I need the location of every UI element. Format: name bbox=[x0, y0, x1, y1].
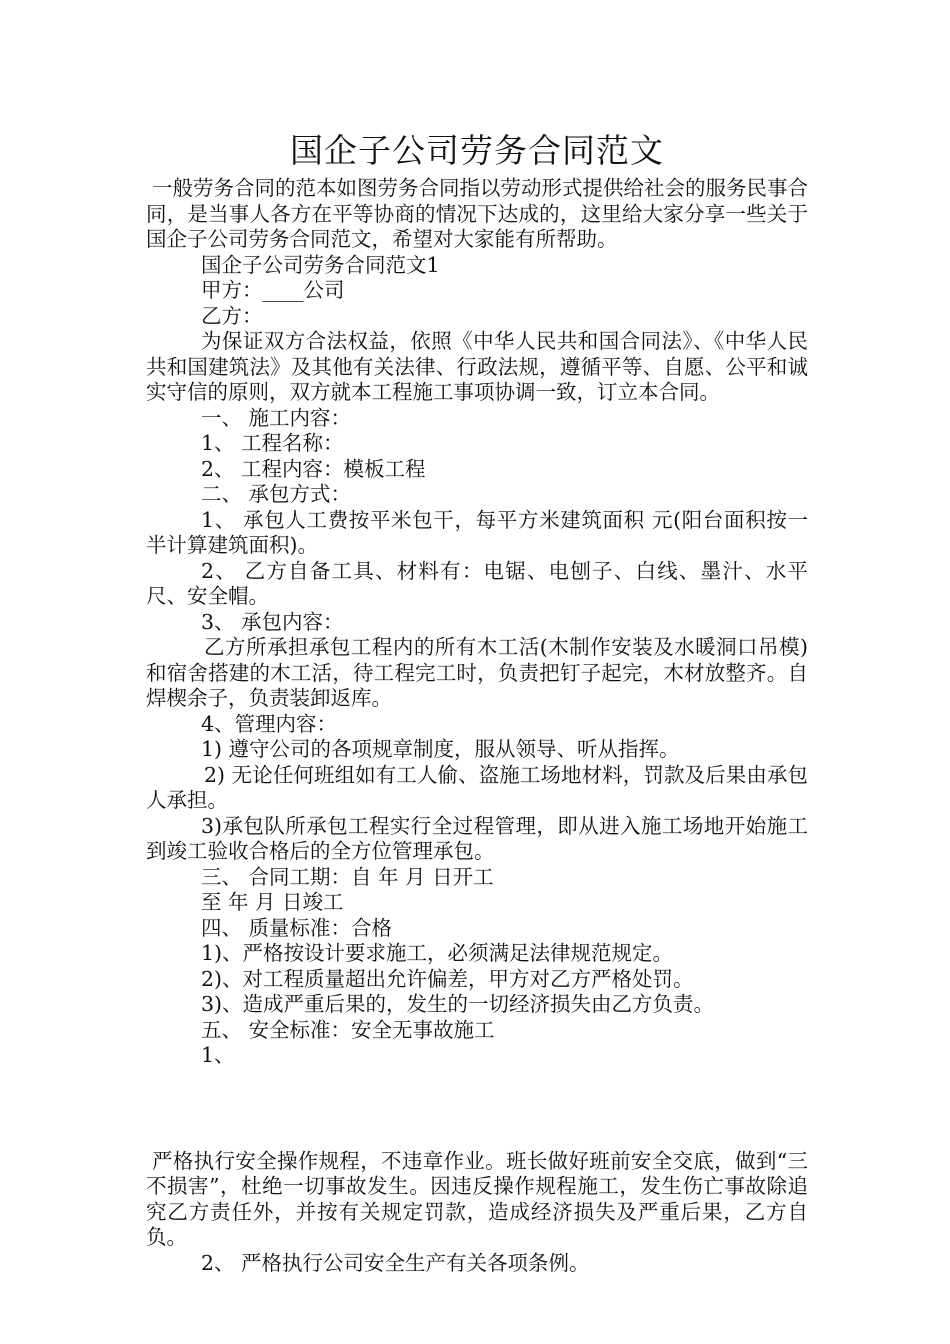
paragraph: 1) 遵守公司的各项规章制度，服从领导、听从指挥。 bbox=[201, 737, 680, 761]
paragraph: 3、 承包内容： bbox=[201, 609, 344, 634]
paragraph: 2、 乙方自备工具、材料有：电锯、电刨子、白线、墨汁、水平尺、安全帽。 bbox=[146, 558, 808, 608]
paragraph: 五、 安全标准：安全无事故施工 bbox=[201, 1017, 495, 1042]
paragraph: 一般劳务合同的范本如图劳务合同指以劳动形式提供给社会的服务民事合同，是当事人各方在平等协商的情况下达成的，这里给大家分享一些关于国企子公司劳务合同范文，希望对大家能有所帮助。 bbox=[146, 176, 808, 251]
paragraph: 四、 质量标准：合格 bbox=[201, 915, 393, 940]
paragraph: 一、 施工内容： bbox=[201, 405, 352, 430]
paragraph: 严格执行安全操作规程，不违章作业。班长做好班前安全交底，做到“三不损害”，杜绝一切事故发生。因违反操作规程施工，发生伤亡事故除追究乙方责任外，并按有关规定罚款，造成经济损失及严重后果，乙方自负。 bbox=[146, 1148, 808, 1249]
paragraph: 乙方： bbox=[201, 303, 263, 328]
paragraph: 国企子公司劳务合同范文1 bbox=[201, 252, 440, 277]
paragraph: 三、 合同工期：自 年 月 日开工 bbox=[201, 864, 494, 889]
document-page bbox=[146, 128, 808, 1276]
document-body bbox=[146, 176, 808, 1276]
paragraph: 3)承包队所承包工程实行全过程管理，即从进入施工场地开始施工到竣工验收合格后的全方位管理承包。 bbox=[146, 813, 808, 863]
paragraph: 至 年 月 日竣工 bbox=[201, 890, 344, 914]
paragraph: 4、管理内容： bbox=[201, 711, 338, 736]
paragraph: 二、 承包方式： bbox=[201, 482, 352, 506]
paragraph: 甲方：____公司 bbox=[201, 278, 345, 302]
paragraph: 2、 工程内容：模板工程 bbox=[201, 456, 426, 481]
paragraph: 3)、造成严重后果的，发生的一切经济损失由乙方负责。 bbox=[201, 992, 715, 1016]
paragraph-spacer bbox=[146, 1085, 808, 1133]
paragraph: 2) 无论任何班组如有工人偷、盗施工场地材料，罚款及后果由承包人承担。 bbox=[146, 762, 808, 812]
paragraph: 1、 承包人工费按平米包干，每平方米建筑面积 元(阳台面积按一半计算建筑面积)。 bbox=[146, 507, 808, 557]
paragraph: 1)、严格按设计要求施工，必须满足法律规范规定。 bbox=[201, 941, 674, 965]
paragraph: 2、 严格执行公司安全生产有关各项条例。 bbox=[201, 1250, 590, 1275]
paragraph: 2)、对工程质量超出允许偏差，甲方对乙方严格处罚。 bbox=[201, 966, 694, 991]
paragraph: 乙方所承担承包工程内的所有木工活(木制作安装及水暖洞口吊模)和宿舍搭建的木工活，待工程完工时，负责把钉子起完，木材放整齐。自焊楔余子，负责装卸返库。 bbox=[146, 635, 808, 710]
paragraph: 1、 bbox=[201, 1043, 235, 1067]
paragraph: 1、 工程名称： bbox=[201, 431, 344, 455]
document-title: 国企子公司劳务合同范文 bbox=[290, 131, 664, 170]
paragraph: 为保证双方合法权益，依照《中华人民共和国合同法》、《中华人民共和国建筑法》及其他有关法律、行政法规，遵循平等、自愿、公平和诚实守信的原则，双方就本工程施工事项协调一致，订立本合同。 bbox=[146, 329, 808, 404]
